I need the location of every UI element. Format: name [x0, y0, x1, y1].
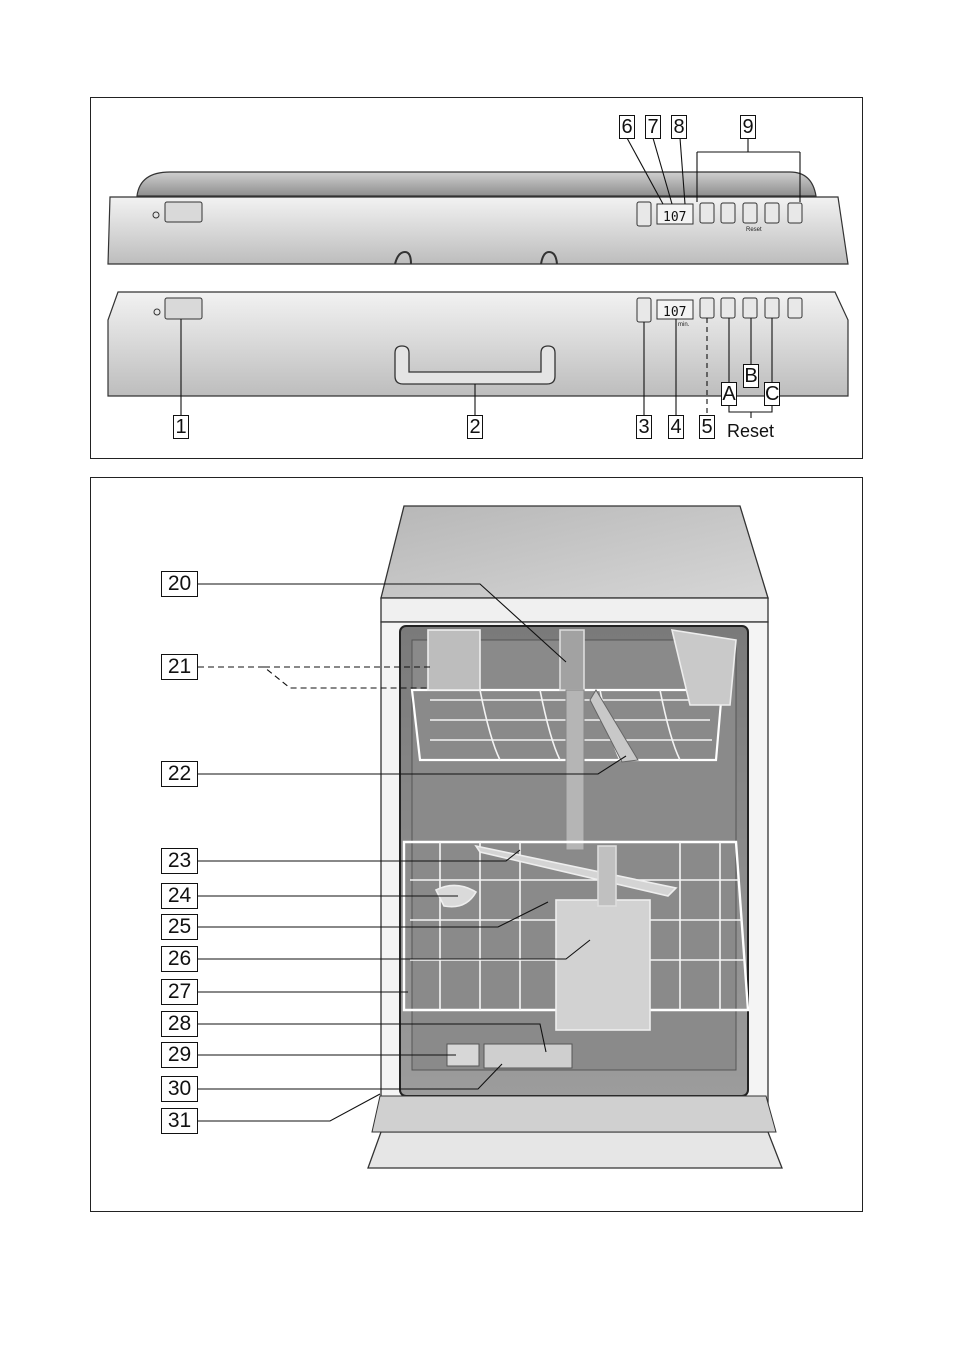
- upper-control-panel: [108, 172, 848, 264]
- lower-control-panel: [108, 292, 848, 396]
- callout-2: 2: [467, 415, 483, 439]
- upper-small-reset-label: Reset: [746, 227, 762, 233]
- callout-31: 31: [161, 1108, 198, 1134]
- callout-22: 22: [161, 761, 198, 787]
- callout-5: 5: [699, 415, 715, 439]
- callout-B: B: [744, 365, 758, 387]
- callout-26: 26: [161, 946, 198, 972]
- callout-29: 29: [161, 1042, 198, 1068]
- lower-display-unit: min.: [678, 322, 690, 328]
- tub-floor-items: [447, 1044, 572, 1068]
- callout-9: 9: [740, 115, 756, 139]
- upper-display-value: 107: [663, 210, 687, 225]
- callout-24: 24: [161, 883, 198, 909]
- callout-8: 8: [671, 115, 687, 139]
- callout-3: 3: [636, 415, 652, 439]
- callout-27: 27: [161, 979, 198, 1005]
- callout-A: A: [722, 383, 736, 405]
- callout-C: C: [765, 383, 780, 405]
- callout-7: 7: [645, 115, 661, 139]
- callout-6: 6: [619, 115, 635, 139]
- reset-label: Reset: [727, 421, 775, 441]
- callout-23: 23: [161, 848, 198, 874]
- callout-1: 1: [173, 415, 189, 439]
- callout-20: 20: [161, 571, 198, 597]
- lower-display-value: 107: [663, 305, 687, 320]
- callout-28: 28: [161, 1011, 198, 1037]
- callout-25: 25: [161, 914, 198, 940]
- callout-4: 4: [668, 415, 684, 439]
- callout-30: 30: [161, 1076, 198, 1102]
- callout-21: 21: [161, 654, 198, 680]
